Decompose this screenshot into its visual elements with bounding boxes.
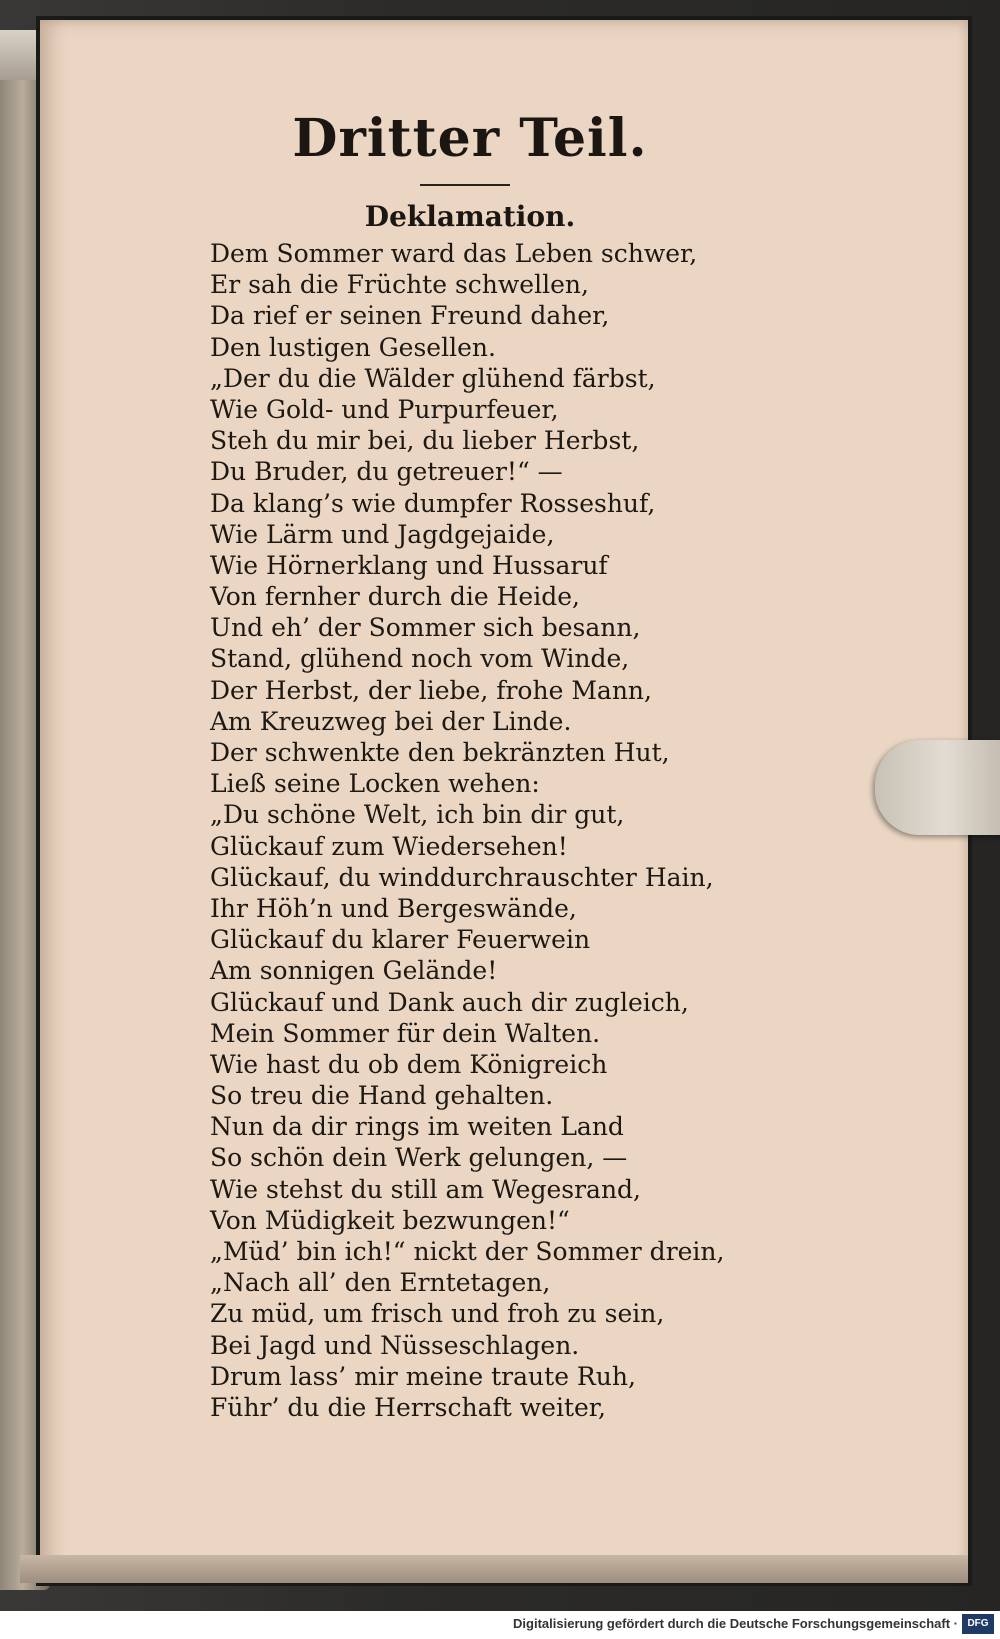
poem-line: Glückauf du klarer Feuerwein	[210, 925, 591, 955]
poem-line: Wie Gold- und Purpurfeuer,	[210, 394, 559, 424]
poem-line: Der Herbst, der liebe, frohe Mann,	[210, 675, 652, 705]
poem-line: Dem Sommer ward das Leben schwer,	[210, 239, 698, 268]
poem-line: Von fernher durch die Heide,	[210, 582, 580, 612]
poem-line: Wie stehst du still am Wegesrand,	[210, 1174, 641, 1204]
poem-line: Glückauf und Dank auch dir zugleich,	[210, 987, 689, 1017]
poem-line: Glückauf, du winddurchrauschter Hain,	[210, 862, 714, 892]
poem-line: Ihr Höh’n und Bergeswände,	[210, 893, 577, 923]
poem-line: Nun da dir rings im weiten Land	[210, 1112, 624, 1142]
page-bottom-edge	[20, 1555, 968, 1583]
poem-line: Am sonnigen Gelände!	[210, 956, 498, 986]
section-heading: Deklamation.	[364, 200, 576, 233]
poem-line: Wie Lärm und Jagdgejaide,	[210, 519, 555, 549]
poem-line: Bei Jagd und Nüsseschlagen.	[210, 1330, 580, 1360]
poem-line: Da klang’s wie dumpfer Rosseshuf,	[210, 488, 656, 518]
poem-line: Da rief er seinen Freund daher,	[210, 301, 610, 331]
footer-credit: Digitalisierung gefördert durch die Deutsche Forschungsgemeinschaft ·	[513, 1616, 958, 1631]
poem-line: So schön dein Werk gelungen, —	[210, 1143, 628, 1173]
poem-line: Er sah die Früchte schwellen,	[210, 270, 589, 300]
poem-line: Von Müdigkeit bezwungen!“	[210, 1205, 570, 1235]
poem-line: „Du schöne Welt, ich bin dir gut,	[210, 800, 625, 830]
bookmark-clip	[875, 740, 1000, 835]
poem-line: Führ’ du die Herrschaft weiter,	[210, 1392, 606, 1422]
poem-line: Stand, glühend noch vom Winde,	[210, 644, 630, 674]
poem-line: Am Kreuzweg bei der Linde.	[210, 706, 572, 736]
poem-line: Zu müd, um frisch und froh zu sein,	[210, 1299, 665, 1329]
poem-line: Mein Sommer für dein Walten.	[210, 1018, 601, 1048]
poem-line: „Nach all’ den Erntetagen,	[210, 1268, 551, 1298]
title-divider	[420, 184, 510, 186]
poem-line: Drum lass’ mir meine traute Ruh,	[210, 1361, 636, 1391]
poem-line: Ließ seine Locken wehen:	[210, 769, 540, 799]
poem-line: Der schwenkte den bekränzten Hut,	[210, 738, 670, 767]
poem-line: So treu die Hand gehalten.	[210, 1081, 554, 1111]
poem-line: Du Bruder, du getreuer!“ —	[210, 457, 563, 487]
poem-line: Und eh’ der Sommer sich besann,	[210, 613, 641, 643]
poem-line: „Müd’ bin ich!“ nickt der Sommer drein,	[210, 1237, 725, 1266]
page-title: Dritter Teil.	[292, 108, 648, 169]
poem-text	[210, 238, 770, 1423]
poem-line: Glückauf zum Wiedersehen!	[210, 831, 568, 861]
poem-line: Steh du mir bei, du lieber Herbst,	[210, 426, 640, 456]
poem-line: Wie Hörnerklang und Hussaruf	[210, 550, 608, 580]
dfg-logo: DFG	[962, 1614, 994, 1634]
poem-line: Wie hast du ob dem Königreich	[210, 1049, 608, 1079]
poem-line: Den lustigen Gesellen.	[210, 332, 496, 362]
poem-line: „Der du die Wälder glühend färbst,	[210, 363, 656, 393]
